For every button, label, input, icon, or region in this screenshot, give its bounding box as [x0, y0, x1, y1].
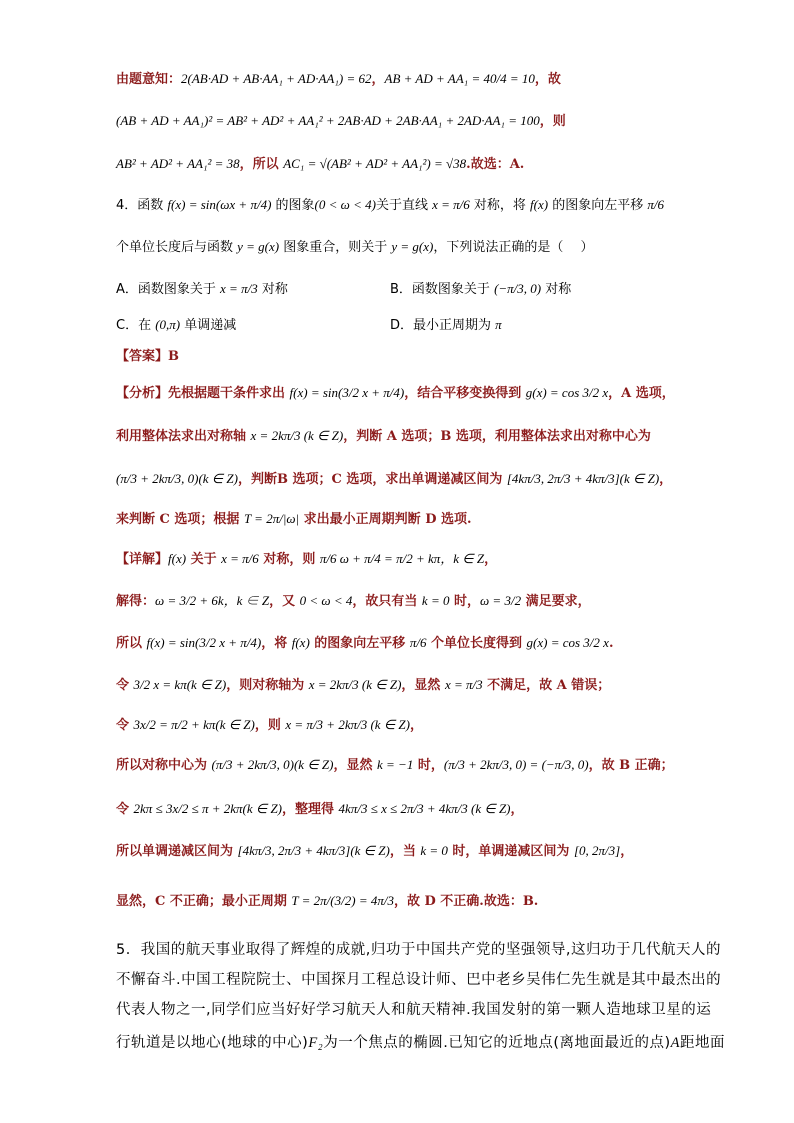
text-line	[116, 238, 594, 257]
math-expression: T = 2π/(3/2) = 4π/3	[291, 893, 394, 908]
text-segment: ，所以	[239, 157, 284, 172]
text-segment: A．函数图象关于	[116, 282, 221, 297]
text-line	[116, 112, 566, 131]
text-segment: 关于直线	[375, 198, 433, 213]
text-segment: ，	[409, 718, 423, 733]
text-line	[116, 155, 524, 174]
text-segment: ，	[659, 472, 673, 487]
math-expression: 2(AB·AD + AB·AA₁ + AD·AA₁) = 62	[181, 71, 372, 86]
text-segment: 【详解】	[116, 552, 169, 567]
text-line	[116, 634, 613, 653]
math-expression: (−π/3, 0)	[494, 281, 542, 296]
text-line	[116, 940, 721, 960]
text-segment: ，下列说法正确的是（ ）	[433, 240, 594, 255]
text-segment: 单调递减	[180, 318, 237, 333]
math-expression: [4kπ/3, 2π/3 + 4kπ/3](k ∈ Z)	[506, 471, 660, 486]
text-segment: ，又	[269, 594, 300, 609]
text-line	[116, 842, 633, 861]
math-expression: [4kπ/3, 2π/3 + 4kπ/3](k ∈ Z)	[237, 843, 390, 858]
text-segment: ，则对称轴为	[226, 678, 309, 693]
text-segment: 由题意知：	[116, 72, 182, 87]
math-expression: x = π/3 + 2kπ/3 (k ∈ Z)	[285, 717, 410, 732]
text-segment: 5．我国的航天事业取得了辉煌的成就,归功于中国共产党的坚强领导,这归功于几代航天人的	[116, 942, 721, 958]
text-segment: ，当	[389, 844, 421, 859]
text-segment: 的图象向左平移	[548, 198, 648, 213]
text-segment: ，结合平移变换得到	[404, 386, 526, 401]
text-segment: 令	[116, 718, 134, 733]
math-expression: AC₁ = √(AB² + AD² + AA₁²) = √38	[283, 156, 467, 171]
math-expression: T = 2π/|ω|	[243, 511, 300, 526]
math-expression: AB² + AD² + AA₁² = 38	[116, 156, 240, 171]
math-expression: (π/3 + 2kπ/3, 0)(k ∈ Z)	[211, 757, 334, 772]
math-expression: [0, 2π/3]	[573, 843, 621, 858]
text-segment: 时，	[449, 594, 480, 609]
text-segment: 令	[116, 678, 134, 693]
text-segment: ，显然	[333, 758, 377, 773]
math-expression: π/6	[647, 197, 664, 212]
text-segment: .故选：A.	[466, 157, 525, 172]
math-expression: g(x) = cos 3/2 x	[526, 635, 609, 650]
text-segment: 所以	[116, 636, 147, 651]
text-line	[116, 196, 664, 215]
math-expression: 2kπ ≤ 3x/2 ≤ π + 2kπ(k ∈ Z)	[133, 801, 283, 816]
text-segment: 【分析】先根据题干条件求出	[116, 386, 290, 401]
text-segment: 来判断 C 选项；根据	[116, 512, 244, 527]
text-line	[116, 892, 538, 911]
text-line	[116, 716, 423, 735]
math-expression: k = 0	[421, 593, 450, 608]
math-expression: π/6 ω + π/4 = π/2 + kπ，k ∈ Z	[319, 551, 485, 566]
text-segment: 令	[116, 802, 134, 817]
math-expression: F₂	[308, 1035, 324, 1051]
text-segment: ，	[484, 552, 498, 567]
text-segment: 【答案】B	[116, 349, 179, 364]
text-segment: ，	[371, 72, 385, 87]
math-expression: x = π/3	[220, 281, 258, 296]
text-segment: ，	[510, 802, 524, 817]
math-expression: (π/3 + 2kπ/3, 0)(k ∈ Z)	[116, 471, 238, 486]
text-segment: ，	[620, 844, 634, 859]
text-segment: 个单位长度后与函数	[116, 240, 238, 255]
text-segment: B．函数图象关于	[390, 282, 495, 297]
text-line	[116, 1033, 725, 1053]
math-expression: (0,π)	[155, 317, 181, 332]
text-segment: ，故 D 不正确.故选：B.	[393, 894, 539, 909]
text-line	[116, 550, 497, 569]
text-segment: 代表人物之一,同学们应当好好学习航天人和航天精神.我国发射的第一颗人造地球卫星的运	[116, 1002, 712, 1018]
text-line	[116, 348, 179, 366]
math-expression: k = 0	[420, 843, 448, 858]
math-expression: ω = 3/2 + 6k，k ∈ Z	[155, 593, 270, 608]
math-expression: g(x) = cos 3/2 x	[525, 385, 609, 400]
math-expression: 0 < ω < 4	[299, 593, 353, 608]
text-segment: ，故 B 正确；	[588, 758, 674, 773]
math-expression: x = π/3	[444, 677, 483, 692]
math-expression: 3x/2 = π/2 + kπ(k ∈ Z)	[133, 717, 255, 732]
text-line	[116, 316, 236, 335]
math-expression: y = g(x)	[391, 239, 434, 254]
text-segment: ，整理得	[282, 802, 339, 817]
math-expression: f(x)	[168, 551, 187, 566]
text-segment: ，判断B 选项；C 选项，求出单调递减区间为	[237, 472, 507, 487]
math-expression: ω = 3/2	[480, 593, 522, 608]
math-expression: A	[670, 1035, 681, 1051]
math-expression: f(x) = sin(ωx + π/4)	[167, 197, 272, 212]
math-expression: f(x)	[291, 635, 310, 650]
text-segment: 解得：	[116, 594, 156, 609]
text-segment: 满足要求，	[521, 594, 591, 609]
text-segment: 显然，C 不正确；最小正周期	[116, 894, 292, 909]
text-line	[116, 800, 524, 819]
text-line	[116, 427, 651, 446]
text-segment: ，显然	[401, 678, 445, 693]
text-line	[116, 280, 288, 299]
text-segment: 利用整体法求出对称轴	[116, 429, 251, 444]
math-expression: x = 2kπ/3 (k ∈ Z)	[250, 428, 344, 443]
text-line	[116, 970, 721, 990]
text-line	[116, 1000, 711, 1020]
math-expression: π	[495, 317, 502, 332]
text-line	[116, 470, 672, 489]
text-segment: C．在	[116, 318, 156, 333]
text-segment: D．最小正周期为	[390, 318, 496, 333]
text-segment: 时，单调递减区间为	[447, 844, 574, 859]
text-segment: ，故	[534, 72, 561, 87]
text-segment: 的图象	[271, 198, 315, 213]
math-expression: 4kπ/3 ≤ x ≤ 2π/3 + 4kπ/3 (k ∈ Z)	[338, 801, 511, 816]
text-segment: 时，	[413, 758, 444, 773]
text-segment: 行轨道是以地心(地球的中心)	[116, 1035, 309, 1051]
text-segment: ，A 选项，	[608, 386, 675, 401]
text-line	[116, 592, 591, 611]
text-segment: 所以单调递减区间为	[116, 844, 238, 859]
text-segment: 关于	[186, 552, 222, 567]
math-expression: x = π/6	[221, 551, 259, 566]
math-expression: 3/2 x = kπ(k ∈ Z)	[133, 677, 227, 692]
option-right	[390, 316, 502, 335]
text-segment: ，则	[539, 114, 566, 129]
text-segment: 的图象向左平移	[309, 636, 410, 651]
math-expression: AB + AD + AA₁ = 40/4 = 10	[384, 71, 535, 86]
text-segment: ，将	[261, 636, 292, 651]
text-segment: ，则	[254, 718, 286, 733]
text-line	[116, 384, 675, 403]
text-line	[116, 70, 561, 89]
math-expression: (π/3 + 2kπ/3, 0) = (−π/3, 0)	[443, 757, 589, 772]
text-segment: 4．函数	[116, 198, 168, 213]
math-expression: f(x) = sin(3/2 x + π/4)	[146, 635, 262, 650]
math-expression: y = g(x)	[237, 239, 280, 254]
text-segment: 对称，将	[469, 198, 531, 213]
math-expression: π/6	[409, 635, 427, 650]
math-expression: f(x)	[530, 197, 549, 212]
text-segment: 对称	[541, 282, 572, 297]
math-expression: k = −1	[377, 757, 414, 772]
text-segment: 求出最小正周期判断 D 选项.	[299, 512, 472, 527]
math-expression: (AB + AD + AA₁)² = AB² + AD² + AA₁² + 2AB·AD + 2AB·AA₁ + 2AD·AA₁ = 100	[116, 113, 540, 128]
math-expression: x = 2kπ/3 (k ∈ Z)	[308, 677, 402, 692]
text-segment: 图象重合，则关于	[279, 240, 392, 255]
option-right	[390, 280, 571, 299]
math-expression: (0 < ω < 4)	[314, 197, 376, 212]
text-line	[116, 510, 472, 529]
math-expression: x = π/6	[432, 197, 470, 212]
text-segment: 个单位长度得到	[426, 636, 527, 651]
text-segment: 为一个焦点的椭圆.已知它的近地点(离地面最近的点)	[323, 1035, 671, 1051]
text-segment: 对称	[257, 282, 288, 297]
text-line	[116, 756, 674, 775]
text-segment: 不满足，故 A 错误；	[482, 678, 611, 693]
text-segment: ，判断 A 选项；B 选项，利用整体法求出对称中心为	[343, 429, 651, 444]
text-segment: 对称，则	[258, 552, 320, 567]
text-segment: 距地面	[680, 1035, 726, 1051]
text-segment: .	[608, 636, 614, 651]
text-line	[116, 676, 610, 695]
text-segment: ，故只有当	[352, 594, 422, 609]
math-expression: f(x) = sin(3/2 x + π/4)	[289, 385, 405, 400]
text-segment: 不懈奋斗.中国工程院院士、中国探月工程总设计师、巴中老乡吴伟仁先生就是其中最杰出的	[116, 972, 722, 988]
text-segment: 所以对称中心为	[116, 758, 212, 773]
